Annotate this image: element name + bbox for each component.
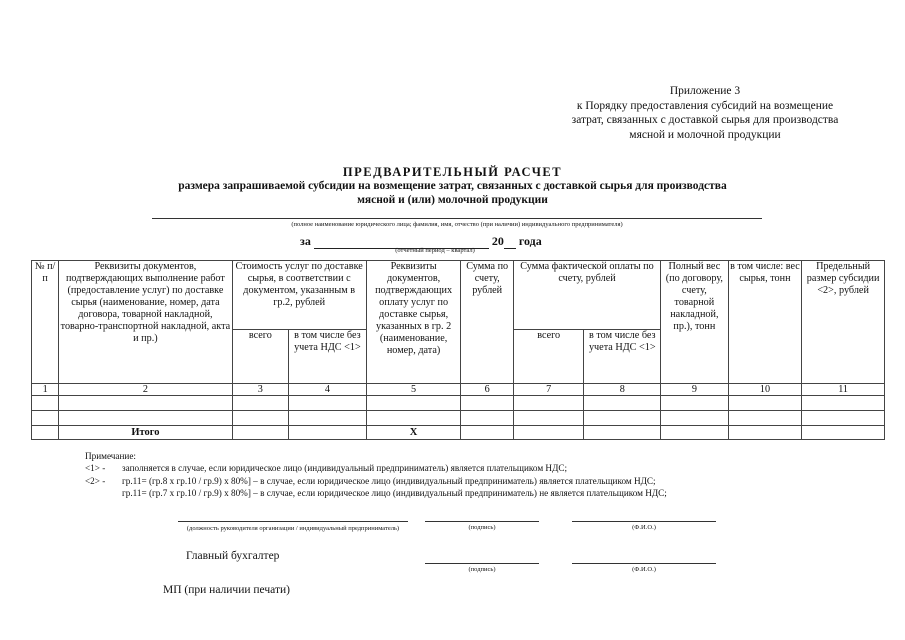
- accountant-name-line[interactable]: [572, 563, 716, 564]
- notes-block: [85, 450, 667, 499]
- table-cell[interactable]: [513, 426, 584, 440]
- table-cell[interactable]: [32, 411, 59, 426]
- table-cell[interactable]: [32, 396, 59, 411]
- table-cell[interactable]: [461, 396, 513, 411]
- table-row: [32, 396, 885, 411]
- header-service-cost: Стоимость услуг по доставке сырья, в соответствии с документом, указанным в гр.2, рублей: [232, 261, 366, 330]
- appendix-header: [540, 84, 870, 142]
- column-number: 3: [232, 384, 288, 396]
- stamp-label: МП (при наличии печати): [163, 584, 290, 596]
- note-marker: <2> -: [85, 475, 106, 486]
- note-text: заполняется в случае, если юридическое лицо (индивидуальный предприниматель) является плательщиком НДС;: [122, 463, 568, 474]
- total-label: Итого: [59, 426, 232, 440]
- name-caption: (Ф.И.О.): [632, 524, 656, 531]
- column-number: 1: [32, 384, 59, 396]
- header-paid-total: всего: [513, 330, 584, 384]
- year-prefix: 20: [491, 234, 504, 248]
- document-subtitle: размера запрашиваемой субсидии на возмещение затрат, связанных с доставкой сырья для производства: [178, 180, 727, 192]
- column-number: 9: [661, 384, 729, 396]
- table-cell[interactable]: [289, 396, 367, 411]
- column-number: 8: [584, 384, 661, 396]
- applicant-caption: (полное наименование юридического лица; фамилия, имя, отчество (при наличии) индивидуального предпринимателя): [291, 221, 623, 228]
- table-cell[interactable]: [728, 411, 802, 426]
- table-row: [32, 411, 885, 426]
- table-cell[interactable]: [661, 426, 729, 440]
- appendix-number: Приложение 3: [669, 85, 741, 97]
- total-x-mark: X: [366, 426, 461, 440]
- year-suffix: года: [518, 234, 542, 248]
- header-cost-vat: в том числе без учета НДС <1>: [289, 330, 367, 384]
- column-number: 4: [289, 384, 367, 396]
- accountant-signature-line[interactable]: [425, 563, 539, 564]
- column-number: 7: [513, 384, 584, 396]
- column-number-row: [32, 384, 885, 396]
- period-caption: (отчетный период – квартал): [395, 247, 475, 254]
- header-number: № п/п: [32, 261, 59, 384]
- table-cell[interactable]: [232, 426, 288, 440]
- table-cell[interactable]: [461, 411, 513, 426]
- note-marker: <1> -: [85, 463, 106, 474]
- column-number: 6: [461, 384, 513, 396]
- head-name-line[interactable]: [572, 521, 716, 522]
- appendix-ref-line: к Порядку предоставления субсидий на возмещение: [576, 99, 834, 112]
- head-signature-line[interactable]: [425, 521, 539, 522]
- header-total-weight: Полный вес (по договору, счету, товарной накладной, пр.), тонн: [661, 261, 729, 384]
- table-cell[interactable]: [584, 396, 661, 411]
- header-actual-payment: Сумма фактической оплаты по счету, рублей: [513, 261, 660, 330]
- table-cell[interactable]: [802, 396, 885, 411]
- document-subtitle: мясной и (или) молочной продукции: [357, 194, 548, 206]
- column-number: 2: [59, 384, 232, 396]
- table-cell[interactable]: [728, 396, 802, 411]
- signature-caption: (подпись): [468, 524, 496, 531]
- table-cell[interactable]: [461, 426, 513, 440]
- header-paid-vat: в том числе без учета НДС <1>: [584, 330, 661, 384]
- total-row: [32, 426, 885, 440]
- note-text: гр.11= (гр.7 x гр.10 / гр.9) x 80%] – в случае, если юридическое лицо (индивидуальный предприниматель) не является плательщиком НДС;: [122, 487, 667, 498]
- header-invoice-sum: Сумма по счету, рублей: [461, 261, 513, 384]
- name-caption: (Ф.И.О.): [632, 566, 656, 573]
- column-number: 5: [366, 384, 461, 396]
- table-cell[interactable]: [366, 396, 461, 411]
- table-cell[interactable]: [513, 396, 584, 411]
- table-cell[interactable]: [584, 411, 661, 426]
- appendix-ref-line: затрат, связанных с доставкой сырья для производства: [571, 114, 839, 126]
- appendix-ref-line: мясной и молочной продукции: [629, 128, 781, 141]
- table-cell[interactable]: [728, 426, 802, 440]
- period-prefix: за: [300, 234, 311, 248]
- table-cell[interactable]: [661, 411, 729, 426]
- calculation-table: [31, 260, 885, 440]
- table-cell[interactable]: [802, 411, 885, 426]
- table-cell[interactable]: [59, 411, 232, 426]
- table-cell[interactable]: [59, 396, 232, 411]
- table-cell[interactable]: [513, 411, 584, 426]
- header-cost-total: всего: [232, 330, 288, 384]
- table-cell[interactable]: [584, 426, 661, 440]
- applicant-name-line[interactable]: [152, 218, 762, 219]
- column-number: 11: [802, 384, 885, 396]
- table-cell[interactable]: [802, 426, 885, 440]
- note-text: гр.11= (гр.8 x гр.10 / гр.9) x 80%] – в случае, если юридическое лицо (индивидуальный предприниматель) является плательщиком НДС;: [122, 475, 656, 486]
- table-cell[interactable]: [232, 396, 288, 411]
- header-raw-weight: в том числе: вес сырья, тонн: [728, 261, 802, 384]
- table-cell[interactable]: [661, 396, 729, 411]
- notes-title: Примечание:: [85, 451, 136, 461]
- table-cell: [32, 426, 59, 440]
- column-number: 10: [728, 384, 802, 396]
- header-subsidy: Предельный размер субсидии <2>, рублей: [802, 261, 885, 384]
- table-cell[interactable]: [289, 411, 367, 426]
- head-position-caption: (должность руководителя организации / индивидуальный предприниматель): [186, 525, 400, 532]
- table-cell[interactable]: [289, 426, 367, 440]
- header-payment-documents: Реквизиты документов, подтверждающих оплату услуг по доставке сырья, указанных в гр. 2 (наименование, номер, дата): [366, 261, 461, 384]
- head-position-line[interactable]: [178, 521, 408, 522]
- chief-accountant-label: Главный бухгалтер: [186, 550, 280, 562]
- table-cell[interactable]: [366, 411, 461, 426]
- header-work-documents: Реквизиты документов, подтверждающих выполнение работ (предоставление услуг) по доставке сырья (наименование, номер, дата договора, товарной накладной, товарно-транспортной накладной, акта и пр.): [59, 261, 232, 384]
- document-title: ПРЕДВАРИТЕЛЬНЫЙ РАСЧЕТ: [342, 165, 563, 179]
- signature-caption: (подпись): [468, 566, 496, 573]
- table-cell[interactable]: [232, 411, 288, 426]
